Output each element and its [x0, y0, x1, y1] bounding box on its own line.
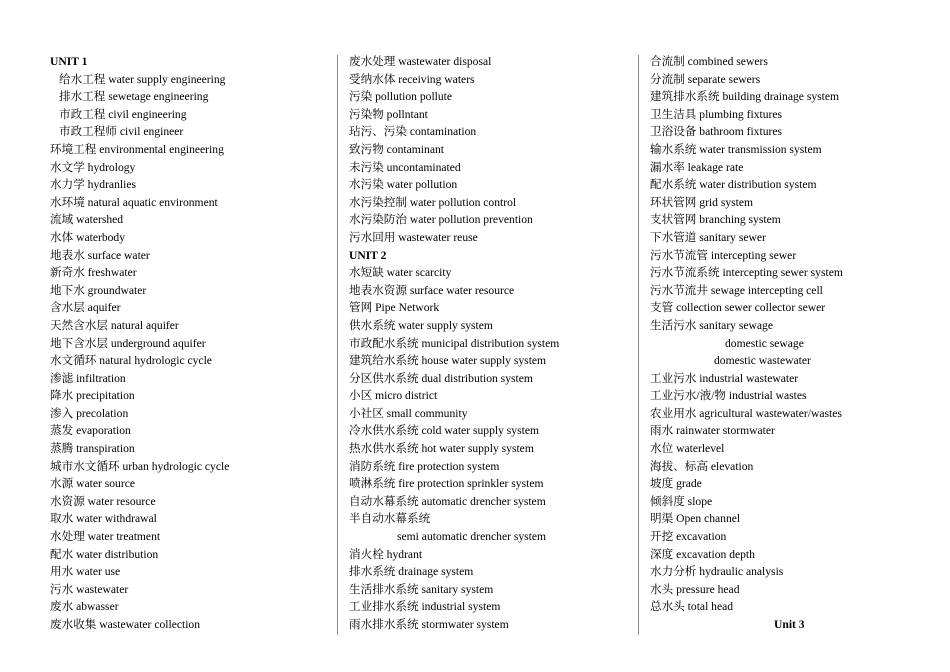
- vocab-entry: 工业污水 industrial wastewater: [650, 371, 799, 385]
- vocab-entry: 地下水 groundwater: [50, 283, 147, 297]
- vocab-entry: 海拔、标高 elevation: [650, 459, 754, 473]
- vocab-entry: 热水供水系统 hot water supply system: [349, 442, 534, 456]
- vocab-entry: 建筑给水系统 house water supply system: [349, 354, 547, 368]
- vocab-entry: 水体 waterbody: [50, 230, 126, 244]
- vocab-entry: 废水处理 wastewater disposal: [349, 55, 492, 68]
- vocab-entry: 污水回用 wastewater reuse: [349, 230, 478, 244]
- vocab-entry: 污染 pollution pollute: [349, 90, 453, 104]
- vocab-entry: 排水系统 drainage system: [349, 565, 474, 579]
- vocab-entry: 工业排水系统 industrial system: [349, 600, 501, 614]
- vocab-entry: semi automatic drencher system: [397, 530, 547, 544]
- vocab-entry: 未污染 uncontaminated: [349, 160, 461, 174]
- vocab-entry: 小区 micro district: [349, 389, 438, 403]
- vocab-entry: 污水 wastewater: [50, 582, 129, 596]
- vocab-entry: 废水收集 wastewater collection: [50, 618, 201, 631]
- vocab-entry: 水环境 natural aquatic environment: [50, 195, 218, 209]
- vocab-entry: 污水节流管 intercepting sewer: [650, 248, 797, 262]
- vocab-entry: 小社区 small community: [349, 406, 468, 420]
- vocab-entry: 管网 Pipe Network: [349, 301, 440, 315]
- vocab-entry: 废水 abwasser: [50, 600, 119, 614]
- unit-heading: UNIT 2: [349, 248, 387, 262]
- vocab-entry: 供水系统 water supply system: [349, 318, 493, 332]
- vocab-entry: 渗入 precolation: [50, 406, 129, 420]
- vocab-entry: 天然含水层 natural aquifer: [50, 318, 179, 332]
- column-divider-left: [337, 55, 338, 635]
- vocab-entry: 城市水文循环 urban hydrologic cycle: [50, 459, 230, 473]
- vocab-entry: 渗滤 infiltration: [50, 371, 126, 385]
- vocab-column-1: [50, 53, 330, 634]
- vocab-entry: 水力分析 hydraulic analysis: [650, 565, 784, 579]
- vocab-entry: 地下含水层 underground aquifer: [50, 336, 206, 350]
- vocab-entry: 喷淋系统 fire protection sprinkler system: [349, 477, 544, 491]
- vocab-entry: 水文循环 natural hydrologic cycle: [50, 354, 212, 368]
- vocab-entry: 受纳水体 receiving waters: [349, 72, 475, 86]
- vocab-entry: 含水层 aquifer: [50, 301, 121, 315]
- vocab-entry: 污染物 pollntant: [349, 107, 428, 121]
- vocab-entry: 水力学 hydranlies: [50, 178, 136, 192]
- vocab-entry: 配水系统 water distribution system: [650, 178, 817, 192]
- vocab-entry: 雨水 rainwater stormwater: [650, 424, 775, 438]
- unit-heading: Unit 3: [774, 618, 805, 631]
- vocab-entry: 地表水 surface water: [50, 248, 150, 262]
- vocab-entry: 半自动水幕系统: [349, 512, 431, 526]
- vocab-entry: 农业用水 agricultural wastewater/wastes: [650, 406, 842, 420]
- vocab-entry: 深度 excavation depth: [650, 547, 755, 561]
- vocab-entry: 污水节流系统 intercepting sewer system: [650, 266, 843, 280]
- vocab-entry: 分流制 separate sewers: [650, 72, 761, 86]
- vocab-entry: 分区供水系统 dual distribution system: [349, 371, 533, 385]
- vocab-entry: 输水系统 water transmission system: [650, 142, 822, 156]
- vocab-entry: 漏水率 leakage rate: [650, 160, 744, 174]
- vocab-entry: 蒸腾 transpiration: [50, 442, 135, 456]
- vocab-entry: 雨水排水系统 stormwater system: [349, 618, 509, 631]
- vocab-entry: 倾斜度 slope: [650, 494, 713, 508]
- vocab-entry: 开挖 excavation: [650, 530, 727, 544]
- vocab-entry: 环境工程 environmental engineering: [50, 142, 224, 156]
- vocab-entry: 水位 waterlevel: [650, 442, 725, 456]
- vocab-entry: 坡度 grade: [650, 477, 702, 491]
- vocab-entry: 下水管道 sanitary sewer: [650, 230, 766, 244]
- vocab-entry: 水污染 water pollution: [349, 178, 458, 192]
- vocab-entry: 蒸发 evaporation: [50, 424, 131, 438]
- vocab-column-3: [650, 53, 940, 634]
- vocab-entry: 总水头 total head: [650, 600, 734, 614]
- vocab-entry: 用水 water use: [50, 565, 121, 579]
- unit-heading: UNIT 1: [50, 55, 88, 68]
- vocab-entry: 水污染防治 water pollution prevention: [349, 213, 533, 227]
- vocab-entry: 卫生洁具 plumbing fixtures: [650, 107, 783, 121]
- vocab-entry: 环状管网 grid system: [650, 195, 754, 209]
- vocab-entry: 玷污、污染 contamination: [349, 125, 477, 139]
- vocab-entry: 水头 pressure head: [650, 582, 740, 596]
- vocab-entry: 流域 watershed: [50, 213, 124, 227]
- vocab-entry: 明渠 Open channel: [650, 512, 741, 526]
- vocab-entry: 支状管网 branching system: [650, 213, 781, 227]
- vocab-entry: 消火栓 hydrant: [349, 547, 423, 561]
- vocab-entry: 冷水供水系统 cold water supply system: [349, 424, 539, 438]
- vocab-entry: 消防系统 fire protection system: [349, 459, 500, 473]
- vocab-entry: 配水 water distribution: [50, 547, 159, 561]
- vocab-entry: 新奇水 freshwater: [50, 266, 137, 280]
- column-divider-right: [638, 55, 639, 635]
- vocab-entry: 合流制 combined sewers: [650, 55, 768, 68]
- vocab-entry: 水污染控制 water pollution control: [349, 195, 517, 209]
- vocab-entry: 生活污水 sanitary sewage: [650, 318, 773, 332]
- vocab-entry: domestic wastewater: [714, 354, 811, 368]
- vocab-entry: domestic sewage: [725, 336, 804, 350]
- vocab-entry: 建筑排水系统 building drainage system: [650, 90, 840, 104]
- vocab-entry: 水短缺 water scarcity: [349, 266, 452, 280]
- vocab-entry: 水处理 water treatment: [50, 530, 161, 544]
- vocab-entry: 排水工程 sewetage engineering: [59, 90, 209, 104]
- vocab-entry: 取水 water withdrawal: [50, 512, 157, 526]
- vocab-entry: 支管 collection sewer collector sewer: [650, 301, 826, 315]
- vocab-entry: 降水 precipitation: [50, 389, 135, 403]
- vocab-entry: 给水工程 water supply engineering: [59, 72, 226, 86]
- vocab-entry: 污水节流井 sewage intercepting cell: [650, 283, 823, 297]
- vocab-entry: 市政工程师 civil engineer: [59, 125, 184, 139]
- vocab-entry: 市政配水系统 municipal distribution system: [349, 336, 560, 350]
- vocab-entry: 市政工程 civil engineering: [59, 107, 187, 121]
- vocab-entry: 水源 water source: [50, 477, 135, 491]
- vocab-entry: 自动水幕系统 automatic drencher system: [349, 494, 546, 508]
- vocab-entry: 水资源 water resource: [50, 494, 156, 508]
- vocab-entry: 水文学 hydrology: [50, 160, 136, 174]
- vocab-column-2: [349, 53, 634, 634]
- vocab-entry: 生活排水系统 sanitary system: [349, 582, 494, 596]
- vocab-entry: 地表水资源 surface water resource: [349, 283, 515, 297]
- vocab-entry: 卫浴设备 bathroom fixtures: [650, 125, 783, 139]
- vocab-entry: 工业污水/液/物 industrial wastes: [650, 389, 807, 403]
- vocab-entry: 致污物 contaminant: [349, 142, 444, 156]
